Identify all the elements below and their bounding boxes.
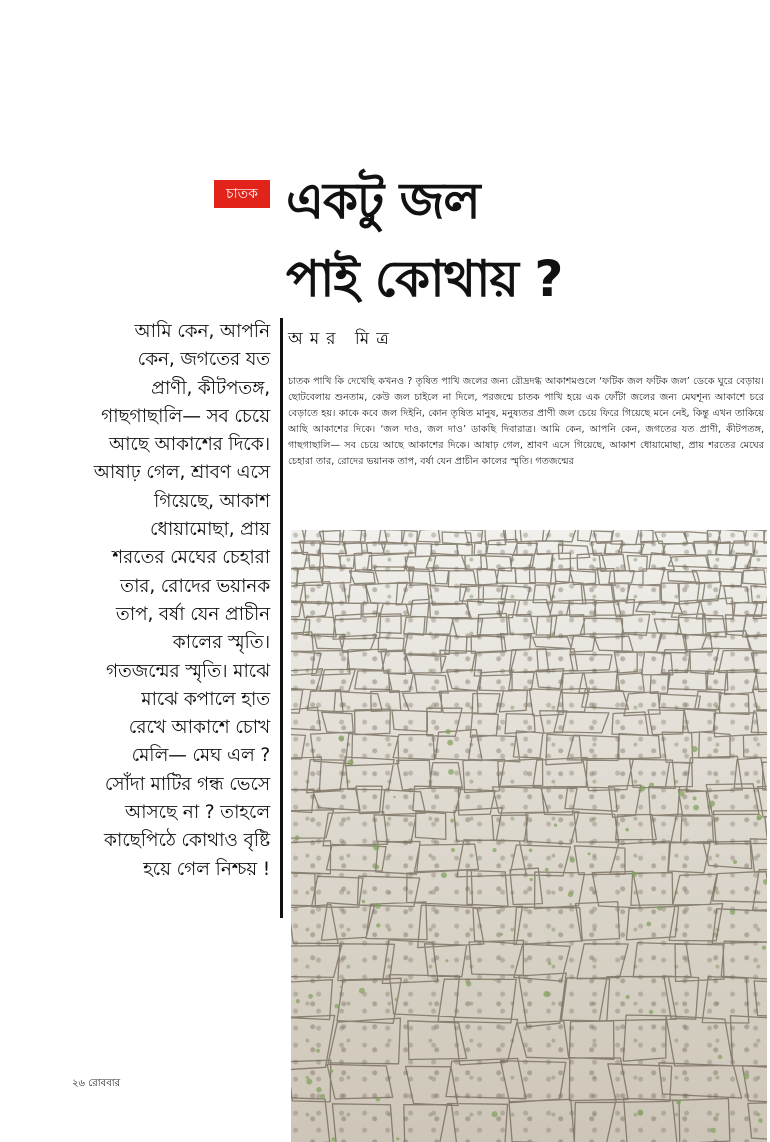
- section-tag: চাতক: [214, 180, 270, 208]
- grass-tuft: [450, 819, 454, 823]
- grass-tuft: [492, 1111, 498, 1117]
- grass-tuft: [545, 868, 549, 872]
- grass-tuft: [500, 933, 503, 936]
- grass-tuft: [543, 991, 549, 997]
- grass-tuft: [718, 1055, 722, 1059]
- grass-tuft: [395, 998, 398, 1001]
- pull-quote-line: আসছে না ? তাহলে: [124, 802, 270, 824]
- pull-quote-line: তাপ, বর্ষা যেন প্রাচীন: [115, 603, 270, 625]
- pull-quote-line: শরতের মেঘের চেহারা: [112, 547, 270, 569]
- grass-tuft: [334, 1004, 339, 1009]
- grass-tuft: [632, 872, 638, 878]
- pull-quote-line: প্রাণী, কীটপতঙ্গ,: [151, 377, 270, 399]
- grass-tuft: [649, 783, 654, 788]
- grass-tuft: [330, 1070, 333, 1073]
- crack-pattern: [291, 530, 767, 1142]
- pull-quote-line: আমি কেন, আপনি: [134, 321, 270, 342]
- pull-quote-line: কালের স্মৃতি।: [172, 632, 270, 654]
- page-folio: ২৬ রোববার: [72, 1078, 121, 1089]
- pull-quote-line: আছে আকাশের দিকে।: [108, 434, 270, 456]
- author-byline: অমর মিত্র: [288, 329, 396, 349]
- grass-tuft: [359, 988, 365, 994]
- grass-tuft: [446, 729, 451, 734]
- grass-tuft: [447, 740, 453, 746]
- grass-tuft: [692, 746, 698, 752]
- grass-tuft: [657, 906, 662, 911]
- grass-tuft: [625, 828, 629, 832]
- grass-tuft: [396, 1137, 399, 1140]
- crack-lines: [291, 530, 767, 1142]
- grass-tuft: [649, 1010, 653, 1014]
- pull-quote-line: আষাঢ় গেল, শ্রাবণ এসে: [93, 462, 270, 484]
- pull-quote-line: সোঁদা মাটির গন্ধ ভেসে: [104, 773, 270, 795]
- article-body: চাতক পাখি কি দেখেছি কখনও ? তৃষিত পাখি জলের জন্য রৌদ্রদগ্ধ আকাশমণ্ডলে ‘ফটিক জল ফটিক জল’ ডেকে ঘুরে বেড়ায়। ছোটবেলায় শুনতাম, কেউ জল চাইলে না দিলে, পরজন্মে চাতক পাখি হয়ে এক ফোঁটা জলের জন্য মেঘশূন্য আকাশে চরে বেড়াতে হয়। কাকে কবে জল দিইনি, কোন তৃষিত মানুষ, মনুষ্যতর প্রাণী জল চেয়ে ফিরে গিয়েছে মনে নেই, কিন্তু এখন তাকিয়ে আছি আকাশের দিকে। ‘জল দাও, জল দাও’ ডাকছি দিবারাত্র। আমি কেন, আপনি কেন, জগতের যত প্রাণী, কীটপতঙ্গ, গাছগাছালি— সব চেয়ে আছে আকাশের দিকে। আষাঢ় গেল, শ্রাবণ এসে গিয়েছে, আকাশ ধোয়ামোছা, প্রায় শরতের মেঘের চেহারা তার, রোদের ভয়ানক তাপ, বর্ষা যেন প্রাচীন কালের স্মৃতি। গতজন্মের: [288, 376, 764, 467]
- grass-tuft: [676, 1100, 681, 1105]
- pull-quote-line: রেখে আকাশে চোখ: [128, 717, 270, 739]
- grass-tuft: [316, 1049, 320, 1053]
- grass-tuft: [693, 805, 699, 811]
- grass-tuft: [733, 860, 737, 864]
- pull-quote-line: মেলি— মেঘ এল ?: [131, 745, 270, 767]
- grass-tuft: [445, 959, 448, 962]
- grass-tuft: [451, 848, 455, 852]
- grass-tuft: [637, 1110, 643, 1116]
- grass-tuft: [588, 852, 591, 855]
- grass-tuft: [570, 858, 575, 863]
- pull-quote: [70, 318, 270, 884]
- pull-quote-line: কেন, জগতের যত: [137, 349, 270, 371]
- grass-tuft: [331, 1137, 335, 1141]
- grass-tuft: [744, 1074, 750, 1080]
- pull-quote-line: গাছগাছালি— সব চেয়ে: [101, 405, 270, 427]
- grass-tuft: [646, 922, 651, 927]
- grass-tuft: [376, 1097, 381, 1102]
- grass-tuft: [295, 835, 300, 840]
- grass-tuft: [730, 910, 735, 915]
- grass-tuft: [306, 1079, 312, 1085]
- grass-tuft: [296, 999, 300, 1003]
- grass-tuft: [640, 786, 646, 792]
- grass-tuft: [308, 994, 313, 999]
- grass-tuft: [678, 790, 684, 796]
- grass-tuft: [316, 1087, 321, 1092]
- pull-quote-line: ধোয়ামোছা, প্রায়: [150, 519, 270, 541]
- grass-tuft: [362, 900, 365, 903]
- headline: [286, 162, 746, 318]
- grass-tuft: [758, 1118, 763, 1123]
- grass-tuft: [448, 769, 454, 775]
- grass-tuft: [393, 796, 395, 798]
- grass-tuft: [762, 946, 766, 950]
- pull-quote-line: মাঝে কপালে হাত: [141, 688, 270, 710]
- grass-tuft: [568, 892, 573, 897]
- grass-tuft: [626, 995, 630, 999]
- grass-tuft: [711, 1128, 716, 1133]
- grass-tuft: [374, 865, 379, 870]
- cracked-earth-photo: [291, 530, 767, 1142]
- grass-tuft: [693, 796, 697, 800]
- pull-quote-line: হয়ে গেল নিশ্চয় !: [143, 858, 270, 880]
- grass-tuft: [373, 844, 379, 850]
- headline-line-2: পাই কোথায় ?: [286, 250, 563, 308]
- grass-tuft: [375, 903, 381, 909]
- grass-tuft: [554, 785, 556, 787]
- grass-tuft: [548, 962, 552, 966]
- grass-tuft: [709, 801, 715, 807]
- headline-line-1: একটু জল: [286, 172, 480, 230]
- column-divider: [280, 318, 283, 918]
- grass-tuft: [441, 872, 447, 878]
- grass-tuft: [338, 735, 344, 741]
- pull-quote-line: গতজন্মের স্মৃতি। মাঝে: [106, 660, 270, 682]
- grass-tuft: [347, 759, 353, 765]
- grass-tuft: [493, 848, 497, 852]
- grass-tuft: [530, 878, 533, 881]
- pull-quote-line: কাছেপিঠে কোথাও বৃষ্টি: [104, 830, 270, 852]
- grass-tuft: [376, 923, 380, 927]
- grass-tuft: [320, 1094, 325, 1099]
- grass-tuft: [554, 824, 557, 827]
- grass-tuft: [529, 849, 533, 853]
- grass-tuft: [466, 981, 471, 986]
- grass-tuft: [340, 986, 342, 988]
- pull-quote-line: গিয়েছে, আকাশ: [154, 490, 270, 512]
- grass-tuft: [570, 903, 572, 905]
- pull-quote-line: তার, রোদের ভয়ানক: [120, 575, 270, 597]
- grass-tuft: [763, 879, 767, 885]
- grass-tuft: [494, 979, 496, 981]
- grass-tuft: [757, 815, 763, 821]
